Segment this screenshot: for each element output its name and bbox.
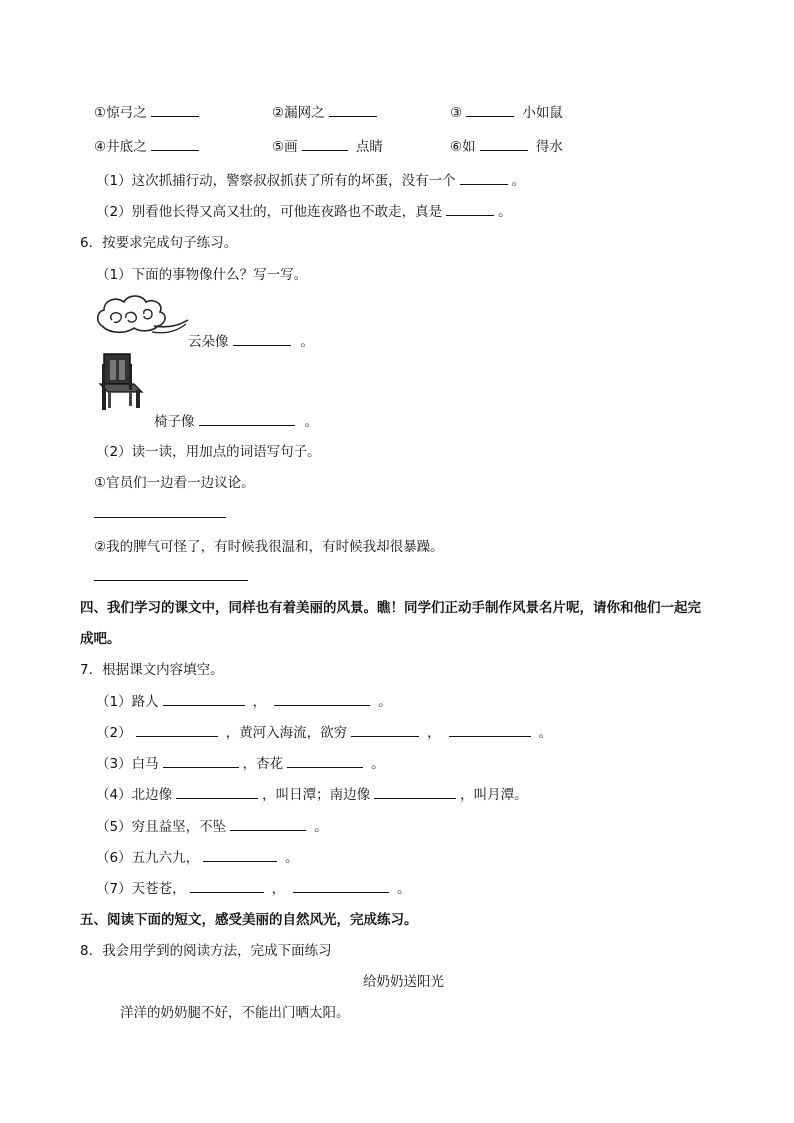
q7-r2-blank-1[interactable] <box>136 724 218 737</box>
idiom-6-text: ⑥如 <box>450 139 476 155</box>
idiom-6-post: 得水 <box>535 139 563 155</box>
q6-sub2: （2）读一读，用加点的词语写句子。 <box>96 444 321 460</box>
idiom-2 <box>272 104 381 122</box>
chair-end: 。 <box>304 414 318 430</box>
q7-r2-blank-3[interactable] <box>449 724 531 737</box>
q7-r6-end: 。 <box>285 850 299 866</box>
section-4-line-1: 四、我们学习的课文中，同样也有着美丽的风景。瞧！同学们正动手制作风景名片呢，请你和他们一起完 <box>80 600 701 616</box>
q7-r3-text: （3）白马 <box>96 756 159 772</box>
q7-r5-text: （5）穷且益坚，不坠 <box>96 819 227 835</box>
q7-row-4 <box>96 786 528 804</box>
q6-sentence-1: ①官员们一边看一边议论。 <box>94 475 255 491</box>
q5-sentence-2 <box>96 203 512 221</box>
q7-r3-end: 。 <box>371 756 385 772</box>
q7-r2-end: 。 <box>538 725 553 741</box>
idiom-3-blank[interactable] <box>466 104 514 117</box>
cloud-icon <box>94 292 190 342</box>
q7-r7-comma: ， <box>271 881 286 897</box>
q5-s2-text: （2）别看他长得又高又壮的，可他连夜路也不敢走，真是 <box>96 204 443 220</box>
q7-r7-blank-1[interactable] <box>190 880 264 893</box>
idiom-1 <box>94 104 203 122</box>
q6-title: 6．按要求完成句子练习。 <box>80 235 238 251</box>
q7-r5-end: 。 <box>314 819 328 835</box>
q6-answer-line-2[interactable] <box>94 580 248 581</box>
q7-r7-text: （7）天苍苍， <box>96 881 186 897</box>
idiom-5-blank[interactable] <box>302 138 348 151</box>
q7-r2-comma: ， <box>427 725 441 741</box>
q7-r1-blank-1[interactable] <box>163 693 245 706</box>
q7-r1-blank-2[interactable] <box>274 693 370 706</box>
q7-r5-blank[interactable] <box>230 818 306 831</box>
cloud-blank[interactable] <box>233 333 291 346</box>
q7-row-1 <box>96 693 392 711</box>
idiom-3-text: ③ <box>450 105 463 121</box>
q7-r6-blank[interactable] <box>203 849 277 862</box>
chair-sentence <box>154 413 318 431</box>
idiom-4-blank[interactable] <box>151 138 199 151</box>
q7-r2-text: （2） <box>96 725 132 741</box>
q7-r4-blank-1[interactable] <box>176 786 258 799</box>
q7-r7-blank-2[interactable] <box>293 880 389 893</box>
q7-r4-blank-2[interactable] <box>374 786 456 799</box>
idiom-5 <box>272 138 383 156</box>
idiom-6-blank[interactable] <box>480 138 528 151</box>
idiom-3 <box>450 104 563 122</box>
idiom-5-post: 点睛 <box>355 139 383 155</box>
q7-r1-comma: ， <box>252 694 267 710</box>
idiom-1-blank[interactable] <box>151 104 199 117</box>
q7-row-5 <box>96 818 328 836</box>
section-5-title: 五、阅读下面的短文，感受美丽的自然风光，完成练习。 <box>80 912 418 928</box>
q7-r7-end: 。 <box>397 881 411 897</box>
q6-answer-line-1[interactable] <box>94 517 226 518</box>
q7-r3-mid: ，杏花 <box>242 756 284 772</box>
chair-icon <box>94 352 146 412</box>
chair-blank[interactable] <box>199 413 295 426</box>
q8-title: 8．我会用学到的阅读方法，完成下面练习 <box>80 943 332 959</box>
q7-row-3 <box>96 755 385 773</box>
q7-r4-mid: ，叫日潭；南边像 <box>262 787 371 803</box>
q7-r4-end: ，叫月潭。 <box>460 787 528 803</box>
q7-row-2 <box>96 724 552 742</box>
idiom-5-text: ⑤画 <box>272 139 298 155</box>
q5-s1-blank[interactable] <box>460 172 508 185</box>
q7-r6-text: （6）五九六九， <box>96 850 200 866</box>
q7-r4-text: （4）北边像 <box>96 787 173 803</box>
cloud-end: 。 <box>300 334 314 350</box>
idiom-4-text: ④井底之 <box>94 139 147 155</box>
idiom-1-text: ①惊弓之 <box>94 105 147 121</box>
q7-r2-mid: ，黄河入海流，欲穷 <box>225 725 348 741</box>
cloud-sentence <box>188 333 314 351</box>
q5-sentence-1 <box>96 172 525 190</box>
section-4-line-2: 成吧。 <box>80 631 121 647</box>
q5-s2-blank[interactable] <box>446 203 494 216</box>
q7-title: 7．根据课文内容填空。 <box>80 662 224 678</box>
q5-s1-text: （1）这次抓捕行动，警察叔叔抓获了所有的坏蛋，没有一个 <box>96 173 456 189</box>
q7-r3-blank-1[interactable] <box>163 755 239 768</box>
q7-r2-blank-2[interactable] <box>351 724 419 737</box>
q6-sub1: （1）下面的事物像什么？写一写。 <box>96 267 308 283</box>
idiom-2-blank[interactable] <box>329 104 377 117</box>
chair-text: 椅子像 <box>154 414 195 430</box>
q7-row-6 <box>96 849 299 867</box>
q6-sentence-2: ②我的脾气可怪了，有时候我很温和，有时候我却很暴躁。 <box>94 539 444 555</box>
cloud-text: 云朵像 <box>188 334 229 350</box>
q7-r1-text: （1）路人 <box>96 694 159 710</box>
idiom-3-post: 小如鼠 <box>522 105 563 121</box>
idiom-2-text: ②漏网之 <box>272 105 325 121</box>
q5-s1-end: 。 <box>511 173 526 189</box>
story-title: 给奶奶送阳光 <box>363 974 444 990</box>
q7-row-7 <box>96 880 411 898</box>
story-paragraph-1: 洋洋的奶奶腿不好，不能出门晒太阳。 <box>120 1005 350 1021</box>
q7-r1-end: 。 <box>378 694 392 710</box>
q5-s2-end: 。 <box>498 204 512 220</box>
q7-r3-blank-2[interactable] <box>287 755 363 768</box>
idiom-4 <box>94 138 203 156</box>
idiom-6 <box>450 138 563 156</box>
